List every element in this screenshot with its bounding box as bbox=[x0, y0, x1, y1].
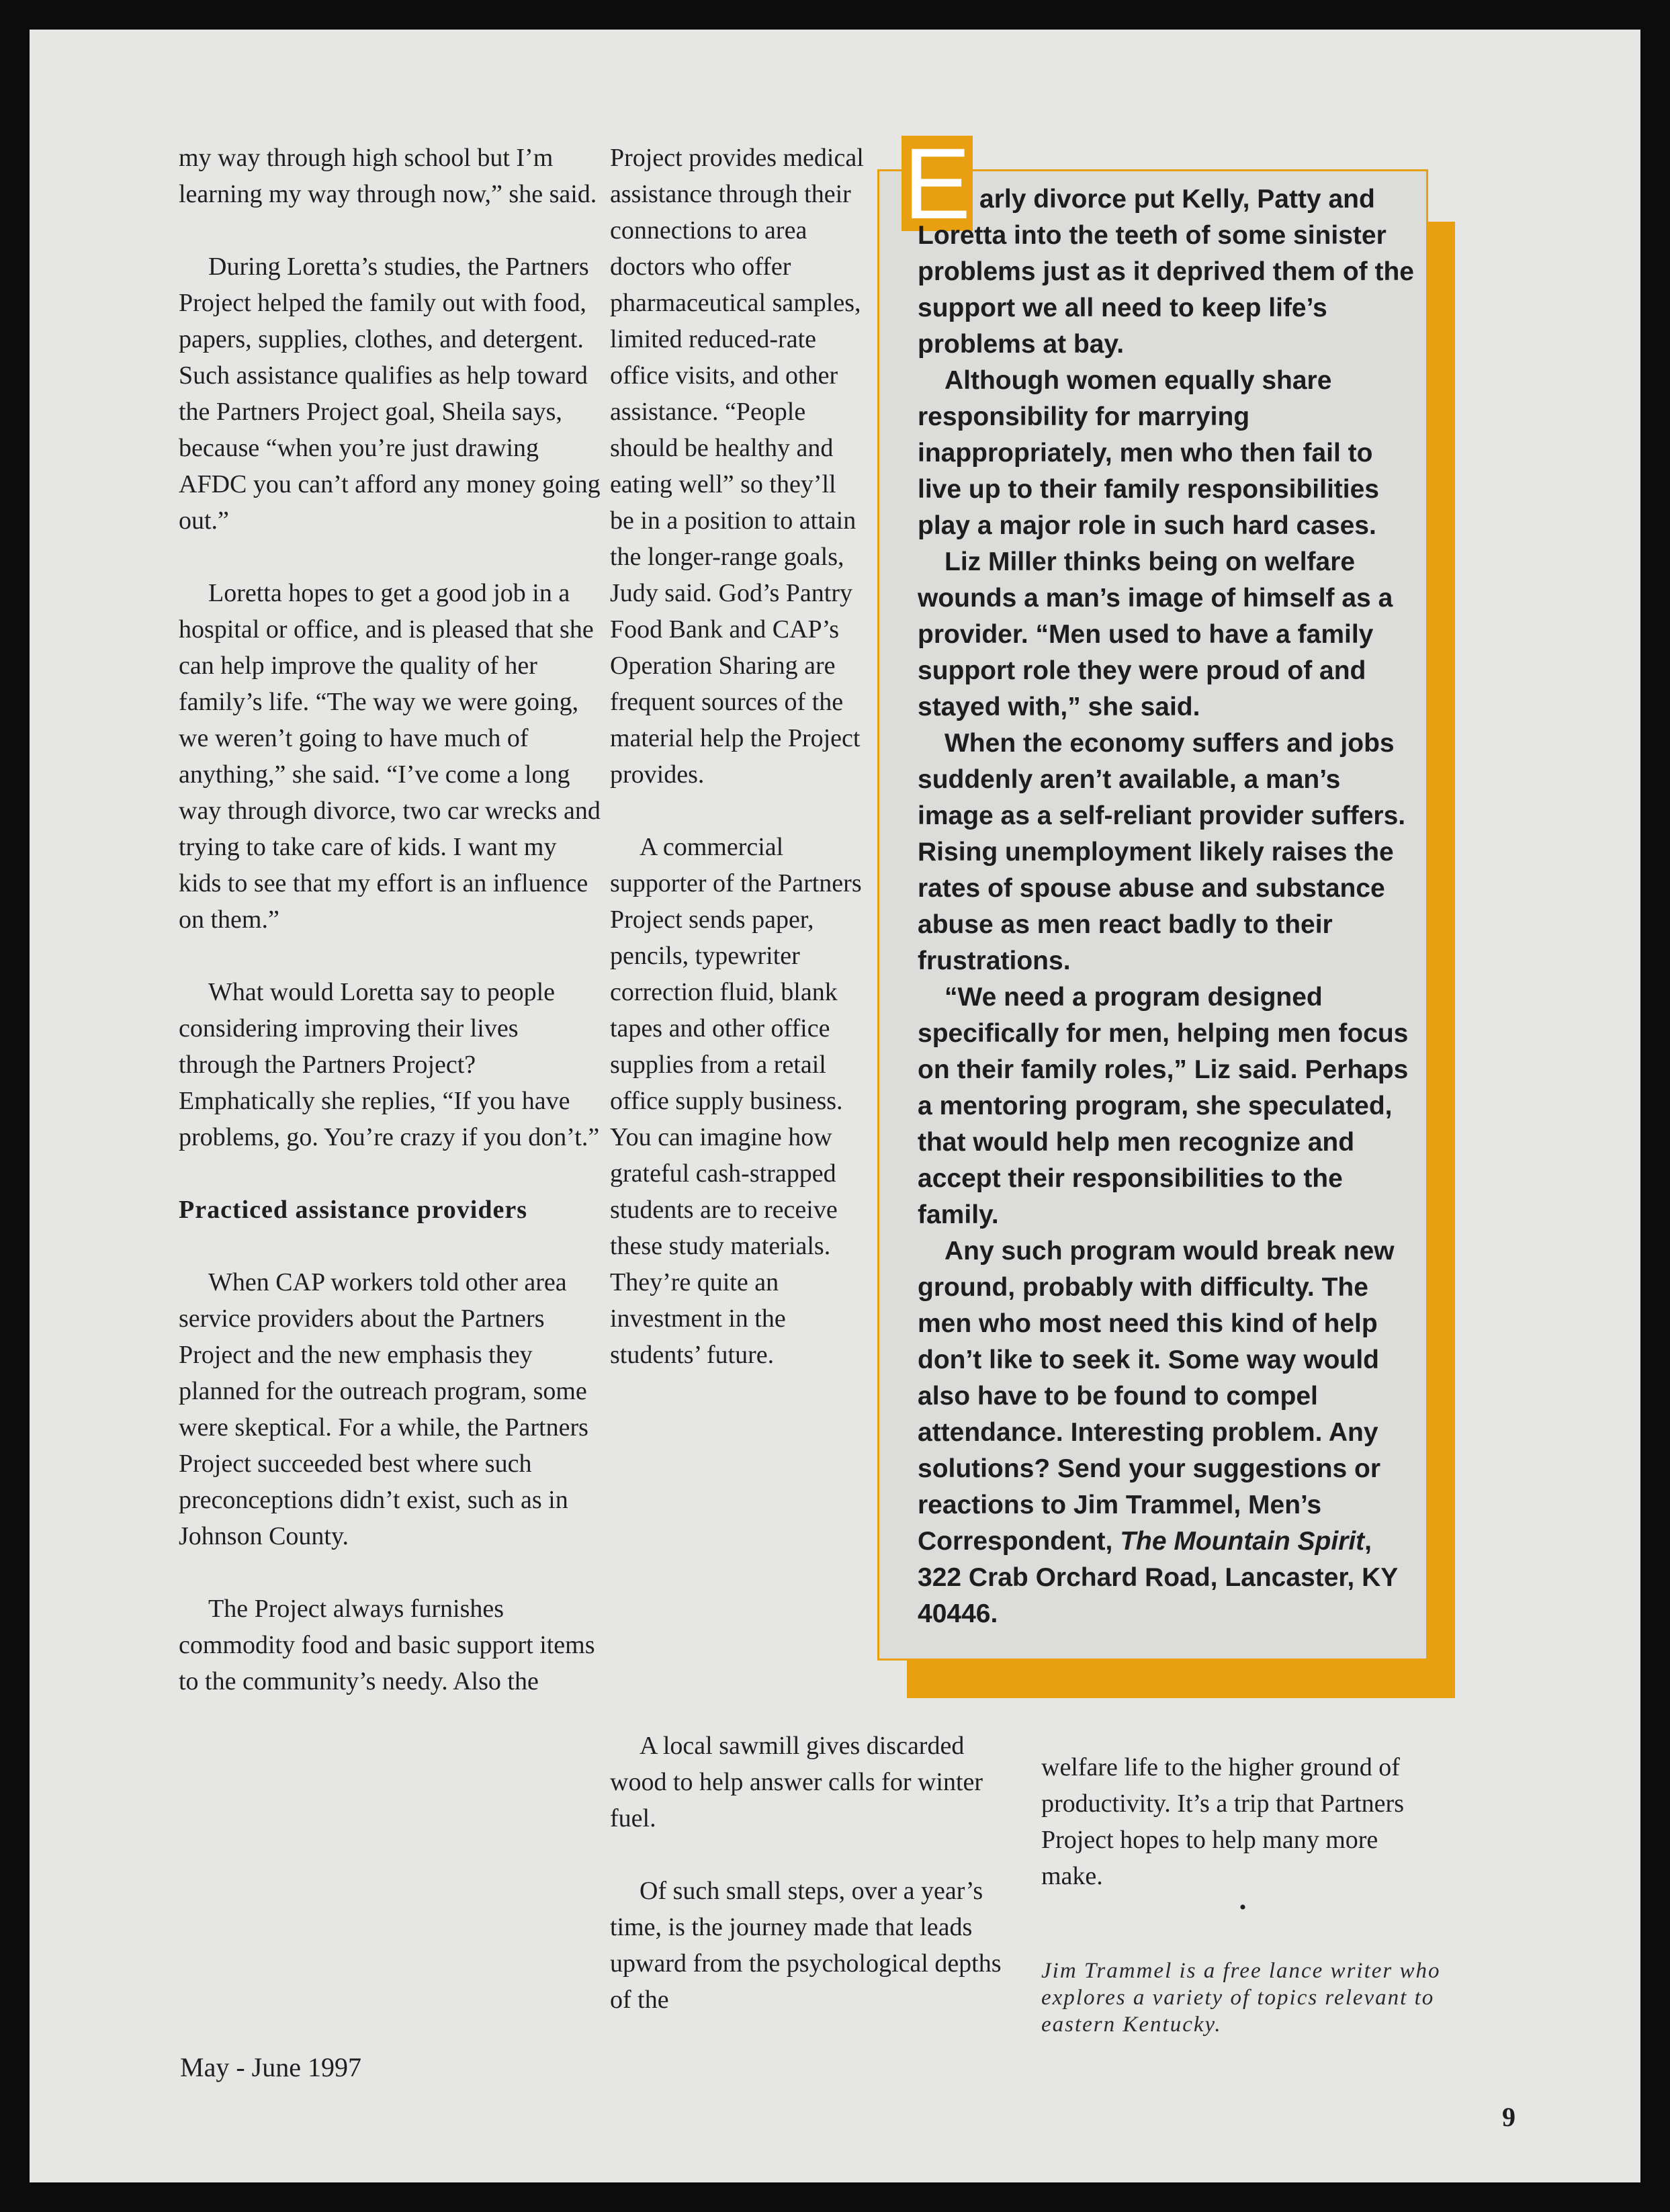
paragraph: During Loretta’s studies, the Partners Project helped the family out with food, papers, supplies, clothes, and detergent. Such assistance qualifies as help toward the Partners Project goal, Sheila says, because “when you’re just drawing AFDC you can’t afford any money going out.” bbox=[179, 253, 601, 535]
paragraph: A commercial supporter of the Partners Project sends paper, pencils, typewriter correction fluid, blank tapes and other office supplies from a retail office supply business. You can imagine how grateful cash-strapped students are to receive these study materials. They’re quite an investment in the students’ future. bbox=[610, 833, 862, 1369]
sidebar-paragraph bbox=[918, 181, 1415, 363]
sidebar-text bbox=[918, 181, 1415, 1632]
paragraph: welfare life to the higher ground of productivity. It’s a trip that Partners Project hopes to help many more make. bbox=[1041, 1753, 1404, 1890]
sidebar-paragraph bbox=[918, 1233, 1415, 1632]
sidebar-paragraph: Liz Miller thinks being on welfare wounds a man’s image of himself as a provider. “Men used to have a family support role they were proud of and stayed with,” she said. bbox=[918, 547, 1393, 721]
sidebar-dropcap: E bbox=[902, 136, 973, 231]
section-heading: Practiced assistance providers bbox=[179, 1196, 527, 1224]
end-ornament: • bbox=[1239, 1896, 1247, 1918]
paragraph: When CAP workers told other area service providers about the Partners Project and the new emphasis they planned for the outreach program, some were skeptical. For a while, the Partners Project succeeded best where such preconceptions didn’t exist, such as in Johnson County. bbox=[179, 1268, 588, 1550]
sidebar-paragraph: Although women equally share responsibility for marrying inappropriately, men who then fail to live up to their family responsibilities play a major role in such hard cases. bbox=[918, 366, 1379, 540]
paragraph: Loretta hopes to get a good job in a hospital or office, and is pleased that she can help improve the quality of her family’s life. “The way we were going, we weren’t going to have much of anything,” she said. “I’ve come a long way through divorce, two car wrecks and trying to take care of kids. I want my kids to see that my effort is an influence on them.” bbox=[179, 579, 601, 934]
paragraph: my way through high school but I’m learning my way through now,” she said. bbox=[179, 144, 597, 208]
sidebar-lead-line: arly divorce put Kelly, Patty and bbox=[979, 185, 1375, 214]
article-column-1 bbox=[179, 140, 602, 1699]
sidebar-paragraph: “We need a program designed specifically for men, helping men focus on their family roles,” Liz said. Perhaps a mentoring program, she speculated, that would help men recognize and accept their responsibilities to the family. bbox=[918, 983, 1409, 1229]
article-column-2 bbox=[610, 140, 865, 1373]
publication-name: The Mountain Spirit bbox=[1120, 1527, 1365, 1556]
paragraph: What would Loretta say to people considering improving their lives through the Partners Project? Emphatically she replies, “If you have problems, go. You’re crazy if you don’t.” bbox=[179, 978, 600, 1151]
paragraph: The Project always furnishes commodity food and basic support items to the community’s needy. Also the bbox=[179, 1595, 595, 1695]
issue-date: May - June 1997 bbox=[180, 2052, 361, 2082]
sidebar-text-run: Any such program would break new ground, probably with difficulty. The men who most need this kind of help don’t like to seek it. Some way would also have to be found to compel attendance. Interesting problem. Any solutions? Send your suggestions or reactions to Jim Trammel, Men’s Correspondent, bbox=[918, 1237, 1395, 1556]
article-column-3 bbox=[1041, 1749, 1444, 2074]
paragraph: A local sawmill gives discarded wood to help answer calls for winter fuel. bbox=[610, 1732, 983, 1832]
sidebar-paragraph: When the economy suffers and jobs suddenly aren’t available, a man’s image as a self-reliant provider suffers. Rising unemployment likely raises the rates of spouse abuse and substance abuse as men react badly to their frustrations. bbox=[918, 729, 1406, 975]
author-credit: Jim Trammel is a free lance writer who explores a variety of topics relevant to eastern Kentucky. bbox=[1041, 1959, 1441, 2037]
sidebar-lead-rest: Loretta into the teeth of some sinister problems just as it deprived them of the support we all need to keep life’s problems at bay. bbox=[918, 221, 1414, 359]
paragraph: Of such small steps, over a year’s time, is the journey made that leads upward from the psychological depths of the bbox=[610, 1877, 1002, 2014]
paragraph: Project provides medical assistance through their connections to area doctors who offer pharmaceutical samples, limited reduced-rate office visits, and other assistance. “People should be healthy and eating well” so they’ll be in a position to attain the longer-range goals, Judy said. God’s Pantry Food Bank and CAP’s Operation Sharing are frequent sources of the material help the Project provides. bbox=[610, 144, 864, 789]
article-column-2-continued bbox=[610, 1728, 1013, 2018]
page-number: 9 bbox=[1502, 2102, 1515, 2132]
sidebar-text-run: , 322 Crab Orchard Road, Lancaster, KY 40446. bbox=[918, 1527, 1398, 1628]
